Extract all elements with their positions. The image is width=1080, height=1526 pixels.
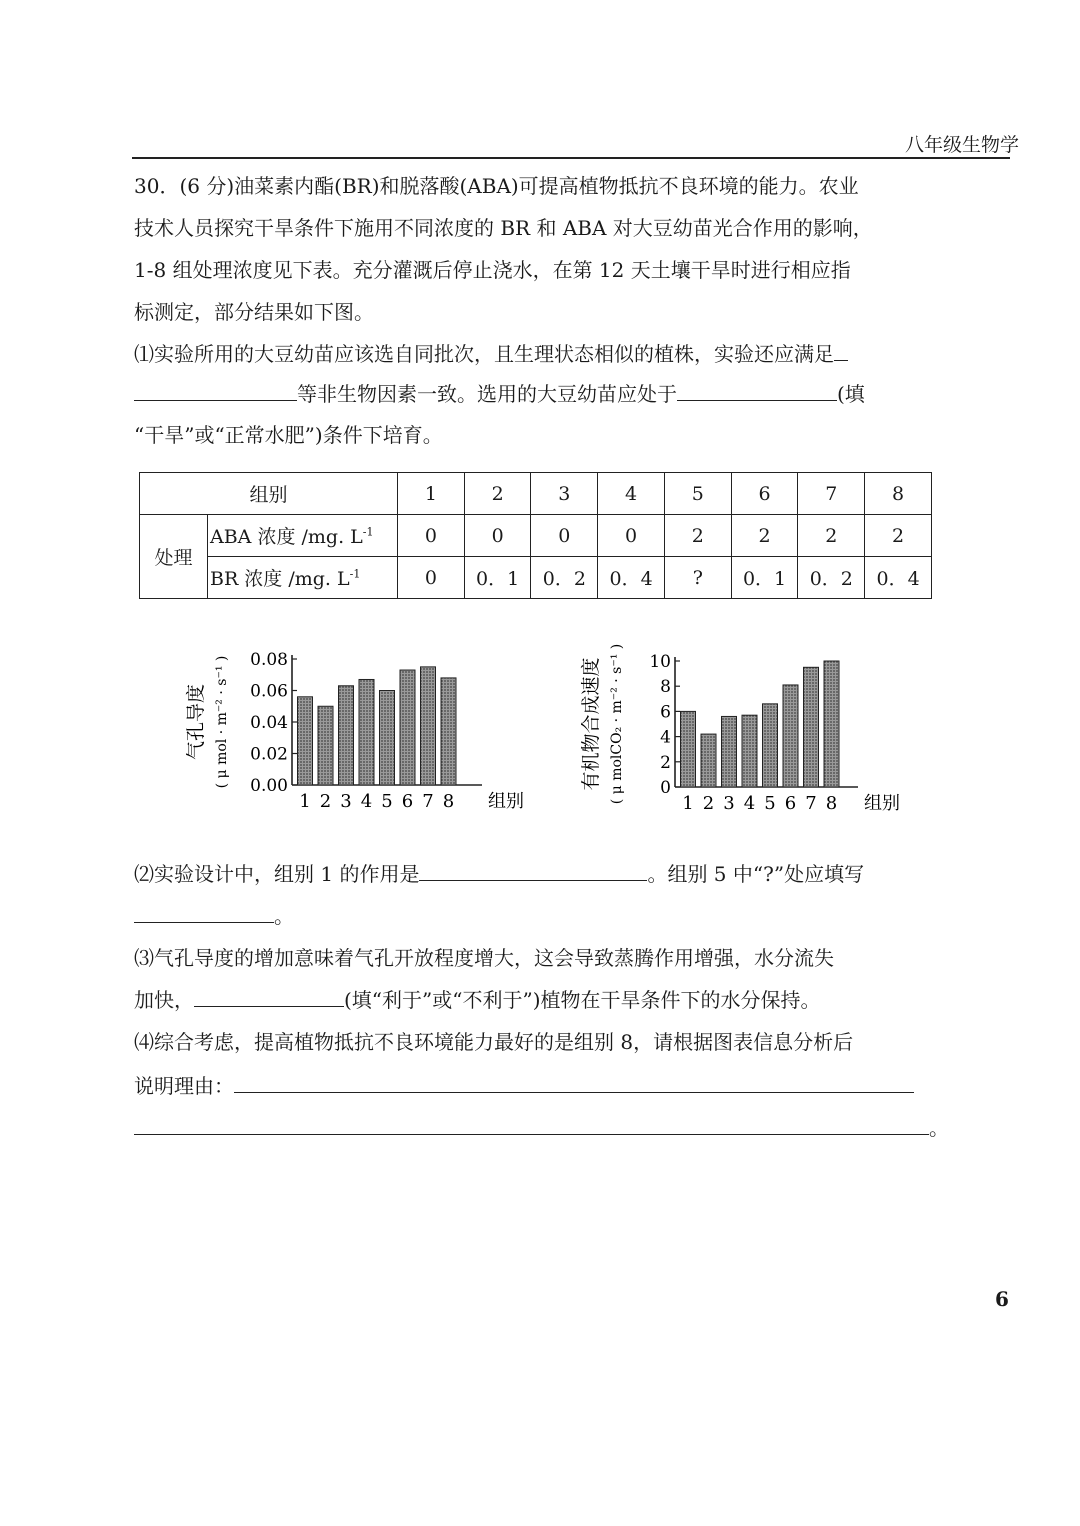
q1-text-b: 等非生物因素一致。选用的大豆幼苗应处于 <box>297 382 677 406</box>
x-tick-label: 8 <box>442 791 455 812</box>
group-cell: 8 <box>865 473 932 515</box>
q4-text-c: 。 <box>929 1116 949 1140</box>
br-value-cell: 0．2 <box>531 557 598 599</box>
bar <box>742 715 757 787</box>
bar <box>763 704 778 787</box>
br-unit-sup: -1 <box>349 567 361 581</box>
x-tick-label: 2 <box>702 793 715 814</box>
q4-blank-1[interactable] <box>234 1072 914 1093</box>
group-cell: 6 <box>731 473 798 515</box>
x-tick-label: 3 <box>340 791 352 812</box>
y-tick-label: 6 <box>660 702 671 723</box>
page-number: 6 <box>995 1287 1009 1311</box>
x-tick-label: 1 <box>299 791 311 812</box>
bar <box>804 667 819 787</box>
y-tick-label: 0.00 <box>250 776 288 796</box>
bar <box>681 711 696 787</box>
q1-text-a: ⑴实验所用的大豆幼苗应该选自同批次，且生理状态相似的植株，实验还应满足 <box>134 342 834 366</box>
x-tick-label: 7 <box>422 791 434 812</box>
bar <box>722 716 737 787</box>
q3-blank[interactable] <box>194 986 344 1007</box>
q1-line-3: “干旱”或“正常水肥”)条件下培育。 <box>134 423 443 447</box>
q2-blank-1[interactable] <box>419 860 647 881</box>
y-tick-label: 0 <box>660 778 671 798</box>
header-rule <box>132 157 1010 159</box>
aba-row <box>140 515 932 557</box>
aba-label-cell <box>208 515 398 557</box>
organic-synthesis-rate-chart <box>575 625 915 835</box>
aba-value-cell: 2 <box>798 515 865 557</box>
group-cell: 5 <box>664 473 731 515</box>
br-value-cell: 0．1 <box>464 557 531 599</box>
x-tick-label: 5 <box>381 791 393 812</box>
stomatal-conductance-chart <box>180 632 540 832</box>
x-tick-label: 6 <box>784 793 797 814</box>
bar <box>701 734 716 787</box>
q3-line-2 <box>134 986 949 1014</box>
y-tick-label: 0.02 <box>250 744 288 765</box>
treatment-label-cell: 处理 <box>140 515 208 599</box>
group-cell: 1 <box>398 473 465 515</box>
y-tick-label: 0.08 <box>250 650 288 670</box>
bar <box>380 691 395 786</box>
q3-text-b: 加快， <box>134 988 194 1012</box>
q2-text-a: ⑵实验设计中，组别 1 的作用是 <box>134 862 420 886</box>
aba-value-cell: 2 <box>664 515 731 557</box>
y-tick-label: 8 <box>660 677 671 698</box>
q1-line-2 <box>134 380 949 408</box>
y-axis-unit: ( μ molCO₂ · m⁻² · s⁻¹ ) <box>609 643 625 805</box>
bar <box>421 667 436 785</box>
y-axis-label: 有机物合成速度 <box>580 657 602 791</box>
aba-value-cell: 2 <box>731 515 798 557</box>
x-tick-label: 1 <box>682 793 694 814</box>
treatment-table <box>139 472 932 599</box>
y-tick-label: 0.04 <box>250 713 288 733</box>
q4-blank-2[interactable] <box>134 1114 929 1135</box>
br-value-cell: 0．1 <box>731 557 798 599</box>
x-tick-label: 4 <box>743 793 756 814</box>
aba-value-cell: 0 <box>531 515 598 557</box>
x-tick-label: 4 <box>360 791 373 812</box>
y-tick-label: 4 <box>660 727 671 748</box>
y-tick-label: 0.06 <box>250 681 288 702</box>
br-value-cell: 0 <box>398 557 465 599</box>
x-tick-label: 5 <box>764 793 776 814</box>
bar <box>400 670 415 785</box>
x-tick-label: 8 <box>825 793 838 814</box>
br-row <box>140 557 932 599</box>
y-axis-unit: ( μ mol · m⁻² · s⁻¹ ) <box>214 655 230 789</box>
br-value-cell: 0．4 <box>865 557 932 599</box>
aba-value-cell: 0 <box>464 515 531 557</box>
br-value-cell: 0．2 <box>798 557 865 599</box>
question-line-4: 标测定，部分结果如下图。 <box>134 300 374 324</box>
q2-blank-2[interactable] <box>134 902 274 923</box>
q3-line-1: ⑶气孔导度的增加意味着气孔开放程度增大，这会导致蒸腾作用增强，水分流失 <box>134 946 834 970</box>
q4-line-2 <box>134 1072 949 1100</box>
aba-label: ABA 浓度 /mg. L <box>210 526 363 548</box>
bar <box>339 686 354 785</box>
question-line-3: 1-8 组处理浓度见下表。充分灌溉后停止浇水，在第 12 天土壤干旱时进行相应指 <box>134 258 851 282</box>
br-value-cell: 0．4 <box>598 557 665 599</box>
q1-text-c: (填 <box>837 382 865 406</box>
q1-line-1 <box>134 340 949 368</box>
bar <box>318 706 333 785</box>
q1-blank-2[interactable] <box>677 380 837 401</box>
q4-text-b: 说明理由： <box>134 1074 234 1098</box>
q2-line-2 <box>134 902 949 930</box>
page-header-title: 八年级生物学 <box>905 134 1020 156</box>
question-line-1: 30．(6 分)油菜素内酯(BR)和脱落酸(ABA)可提高植物抵抗不良环境的能力。农业 <box>134 174 859 198</box>
table-header-row <box>140 473 932 515</box>
q4-line-1: ⑷综合考虑，提高植物抵抗不良环境能力最好的是组别 8，请根据图表信息分析后 <box>134 1030 854 1054</box>
br-label: BR 浓度 /mg. L <box>210 568 350 590</box>
q2-line-1 <box>134 860 949 888</box>
q2-text-b: 。组别 5 中“?”处应填写 <box>647 862 865 886</box>
y-tick-label: 2 <box>660 752 671 773</box>
q3-text-c: (填“利于”或“不利于”)植物在干旱条件下的水分保持。 <box>344 988 821 1012</box>
q1-blank-1[interactable] <box>134 380 297 401</box>
bar <box>298 697 313 785</box>
br-label-cell <box>208 557 398 599</box>
bar <box>441 678 456 785</box>
aba-unit-sup: -1 <box>362 525 374 539</box>
aba-value-cell: 0 <box>598 515 665 557</box>
x-tick-label: 2 <box>319 791 332 812</box>
q4-line-3 <box>134 1114 949 1142</box>
group-header-cell: 组别 <box>140 473 398 515</box>
question-line-2: 技术人员探究干旱条件下施用不同浓度的 BR 和 ABA 对大豆幼苗光合作用的影响， <box>134 216 873 240</box>
group-cell: 4 <box>598 473 665 515</box>
y-axis-label: 气孔导度 <box>185 683 207 761</box>
group-cell: 7 <box>798 473 865 515</box>
aba-value-cell: 2 <box>865 515 932 557</box>
x-axis-label: 组别 <box>488 791 524 812</box>
aba-value-cell: 0 <box>398 515 465 557</box>
q1-blank-1-start[interactable] <box>834 340 848 361</box>
group-cell: 2 <box>464 473 531 515</box>
y-tick-label: 10 <box>649 652 671 672</box>
br-value-cell: ? <box>664 557 731 599</box>
x-axis-label: 组别 <box>864 793 900 814</box>
x-tick-label: 7 <box>805 793 817 814</box>
bar <box>824 661 839 787</box>
group-cell: 3 <box>531 473 598 515</box>
x-tick-label: 3 <box>723 793 735 814</box>
bar <box>783 685 798 787</box>
x-tick-label: 6 <box>401 791 414 812</box>
q2-text-c: 。 <box>274 904 294 928</box>
bar <box>359 679 374 785</box>
